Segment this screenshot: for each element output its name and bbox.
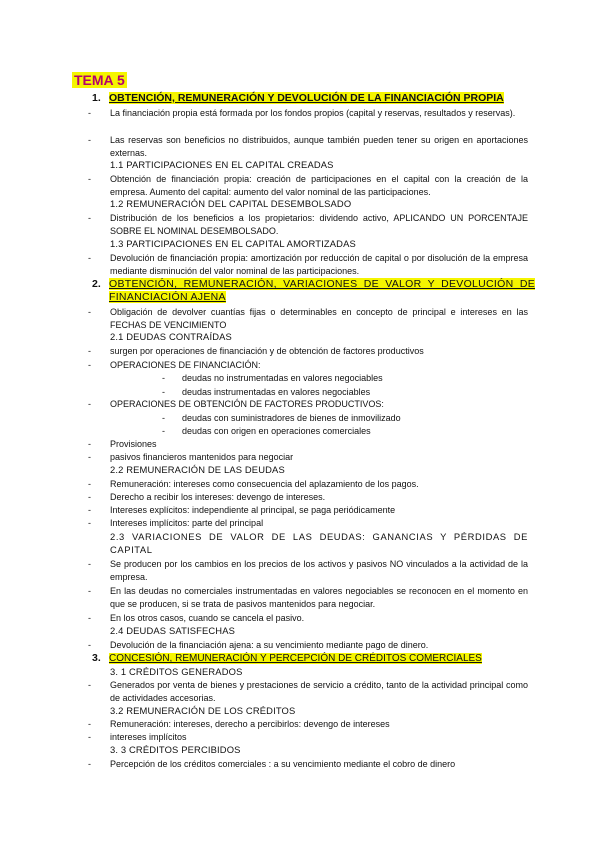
section-number: 1.: [92, 92, 101, 104]
page-title: TEMA 5: [74, 72, 125, 88]
section-title: OBTENCIÓN, REMUNERACIÓN, VARIACIONES DE VALOR Y DEVOLUCIÓN DE FINANCIACIÓN AJENA: [109, 278, 535, 303]
subheading: 1.3 PARTICIPACIONES EN EL CAPITAL AMORTIZADAS: [110, 238, 356, 249]
subheading: 2.3 VARIACIONES DE VALOR DE LAS DEUDAS: GANANCIAS Y PÉRDIDAS DE CAPITAL: [110, 531, 528, 555]
section-number: 3.: [92, 652, 101, 664]
subheading: 3. 3 CRÉDITOS PERCIBIDOS: [110, 744, 241, 755]
document-page: TEMA 5 1. OBTENCIÓN, REMUNERACIÓN Y DEVOLUCIÓN DE LA FINANCIACIÓN PROPIA - La financiación propia está formada por los fondos propios (capital y reservas, resultados y reservas). - Las reservas son beneficios no distribuidos, aunque también pueden tener su origen en aportaciones externas. 1.1 PARTICIPACIONES EN EL CAPITAL CREADAS - Obtención de financiación propia: creación de participaciones en el capital con la creación de la empresa. Aumento del capital: aumento del valor nominal de las participaciones. 1.2 REMUNERACIÓN DEL CAPITAL DESEMBOLSADO - Distribución de los beneficios a los propietarios: dividendo activo, APLICANDO UN PORCENTAJE SOBRE EL NOMINAL DESEMBOLSADO. 1.3 PARTICIPACIONES EN EL CAPITAL AMORTIZADAS - Devolución de financiación propia: amortización por reducción de capital o por disolución de la empresa mediante disminución del valor nominal de las participaciones. 2. OBTENCIÓN, REMUNERACIÓN, VARIACIONES DE VALOR Y DEVOLUCIÓN DE FINANCIACIÓN AJENA - Obligación de devolver cuantías fijas o determinables en concepto de principal e intereses en las FECHAS DE VENCIMIENTO 2.1 DEUDAS CONTRAÍDAS - surgen por operaciones de financiación y de obtención de factores productivos - OPERACIONES DE FINANCIACIÓN: - deudas no instrumentadas en valores negociables - deudas instrumentadas en valores negociables - OPERACIONES DE OBTENCIÓN DE FACTORES PRODUCTIVOS: - deudas con suministradores de bienes de inmovilizado - deudas con origen en operaciones comerciales - Provisiones - pasivos financieros mantenidos para negociar 2.2 REMUNERACIÓN DE LAS DEUDAS - Remuneración: intereses como consecuencia del aplazamiento de los pagos. - Derecho a recibir los intereses: devengo de intereses. - Intereses explícitos: independiente al principal, se paga periódicamente - Intereses implícitos: parte del principal 2.3 VARIACIONES DE VALOR DE LAS DEUDAS: GANANCIAS Y PÉRDIDAS DE CAPITAL - Se producen por los cambios en los precios de los activos y pasivos NO vinculados a la actividad de la empresa. - En las deudas no comerciales instrumentadas en valores negociables se reconocen en el momento en que se producen, si se trata de pasivos mantenidos para negociar. - En los otros casos, cuando se cancela el pasivo. 2.4 DEUDAS SATISFECHAS - Devolución de la financiación ajena: a su vencimiento mediante pago de dinero. 3. CONCESIÓN, REMUNERACIÓN Y PERCEPCIÓN DE CRÉDITOS COMERCIALES 3. 1 CRÉDITOS GENERADOS - Generados por venta de bienes y prestaciones de servicio a crédito, tanto de la actividad principal como de actividades accesorias. 3.2 REMUNERACIÓN DE LOS CRÉDITOS - Remuneración: intereses, derecho a percibirlos: devengo de intereses - intereses implícitos 3. 3 CRÉDITOS PERCIBIDOS - Percepción de los créditos comerciales : a su vencimiento mediante el cobro de dinero: [74, 72, 535, 769]
section-title: OBTENCIÓN, REMUNERACIÓN Y DEVOLUCIÓN DE LA FINANCIACIÓN PROPIA: [109, 92, 504, 104]
subheading: 2.4 DEUDAS SATISFECHAS: [110, 625, 236, 636]
subheading: 3. 1 CRÉDITOS GENERADOS: [110, 666, 243, 677]
subheading: 1.1 PARTICIPACIONES EN EL CAPITAL CREADAS: [110, 159, 334, 170]
subheading: 1.2 REMUNERACIÓN DEL CAPITAL DESEMBOLSADO: [110, 198, 352, 209]
subheading: 2.1 DEUDAS CONTRAÍDAS: [110, 331, 232, 342]
section-title: CONCESIÓN, REMUNERACIÓN Y PERCEPCIÓN DE CRÉDITOS COMERCIALES: [109, 653, 482, 664]
subheading: 3.2 REMUNERACIÓN DE LOS CRÉDITOS: [110, 705, 296, 716]
subheading: 2.2 REMUNERACIÓN DE LAS DEUDAS: [110, 464, 285, 475]
section-number: 2.: [92, 278, 101, 290]
